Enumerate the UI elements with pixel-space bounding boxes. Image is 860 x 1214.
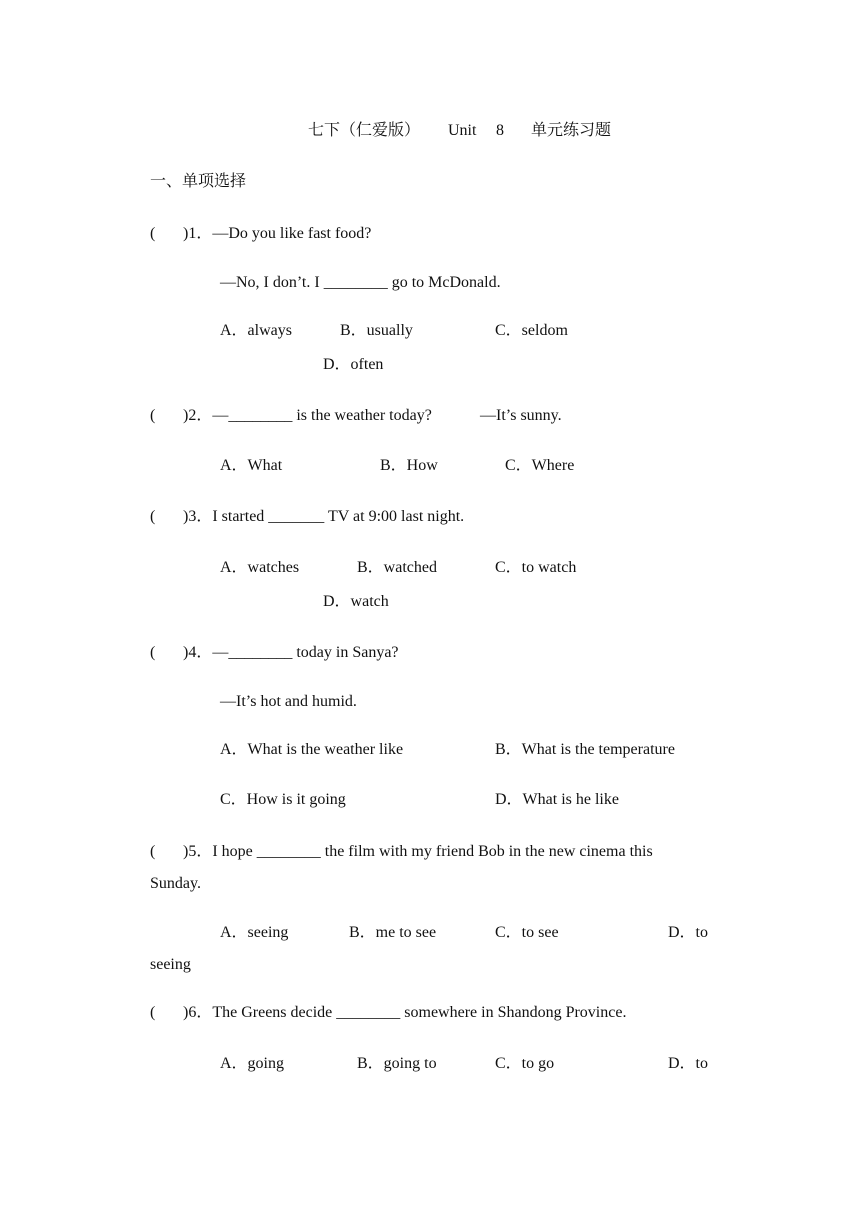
q1-paren: ( — [150, 225, 156, 242]
title-part4: 单元练习题 — [531, 122, 612, 139]
q4-option-c: C．How is it going — [220, 791, 346, 808]
title-part1: 七下（仁爱版） — [308, 122, 421, 139]
q5-option-c: C．to see — [495, 924, 559, 941]
q5-stem: )5．I hope ________ the film with my friend Bob in the new cinema this — [183, 843, 653, 860]
q3-option-c: C．to watch — [495, 559, 577, 576]
q4-option-b: B．What is the temperature — [495, 741, 675, 758]
q3-stem: )3．I started _______ TV at 9:00 last night. — [183, 508, 465, 525]
q2-option-b: B．How — [380, 457, 438, 474]
q4-option-d: D．What is he like — [495, 791, 619, 808]
q1-option-a: A．always — [220, 322, 292, 339]
q5-option-b: B．me to see — [349, 924, 437, 941]
q1-dialogue-line: —No, I don’t. I ________ go to McDonald. — [220, 274, 501, 291]
section-heading: 一、单项选择 — [150, 173, 247, 190]
q2-reply: —It’s sunny. — [480, 407, 562, 424]
q1-stem: )1．—Do you like fast food? — [183, 225, 372, 242]
q5-paren: ( — [150, 843, 156, 860]
q5-option-d: D．to — [668, 924, 709, 941]
q4-option-a: A．What is the weather like — [220, 741, 404, 758]
q2-stem: )2．—________ is the weather today? — [183, 407, 432, 424]
q4-dialogue-line: —It’s hot and humid. — [220, 693, 357, 710]
q1-option-b: B．usually — [340, 322, 413, 339]
q3-option-b: B．watched — [357, 559, 437, 576]
q6-paren: ( — [150, 1004, 156, 1021]
q6-option-d: D．to — [668, 1055, 709, 1072]
q2-option-a: A．What — [220, 457, 283, 474]
q5-stem-continued: Sunday. — [150, 875, 201, 892]
q1-option-c: C．seldom — [495, 322, 568, 339]
q5-option-a: A．seeing — [220, 924, 289, 941]
q3-paren: ( — [150, 508, 156, 525]
q3-option-a: A．watches — [220, 559, 300, 576]
q1-option-d: D．often — [323, 356, 384, 373]
q2-paren: ( — [150, 407, 156, 424]
q6-option-c: C．to go — [495, 1055, 555, 1072]
title-part3: 8 — [496, 122, 504, 139]
q4-stem: )4．—________ today in Sanya? — [183, 644, 399, 661]
q6-option-b: B．going to — [357, 1055, 437, 1072]
q3-option-d: D．watch — [323, 593, 389, 610]
q5-option-d-continued: seeing — [150, 956, 191, 973]
q6-stem: )6．The Greens decide ________ somewhere in Shandong Province. — [183, 1004, 627, 1021]
q4-paren: ( — [150, 644, 156, 661]
q2-option-c: C．Where — [505, 457, 575, 474]
q6-option-a: A．going — [220, 1055, 285, 1072]
title-part2: Unit — [448, 122, 477, 139]
